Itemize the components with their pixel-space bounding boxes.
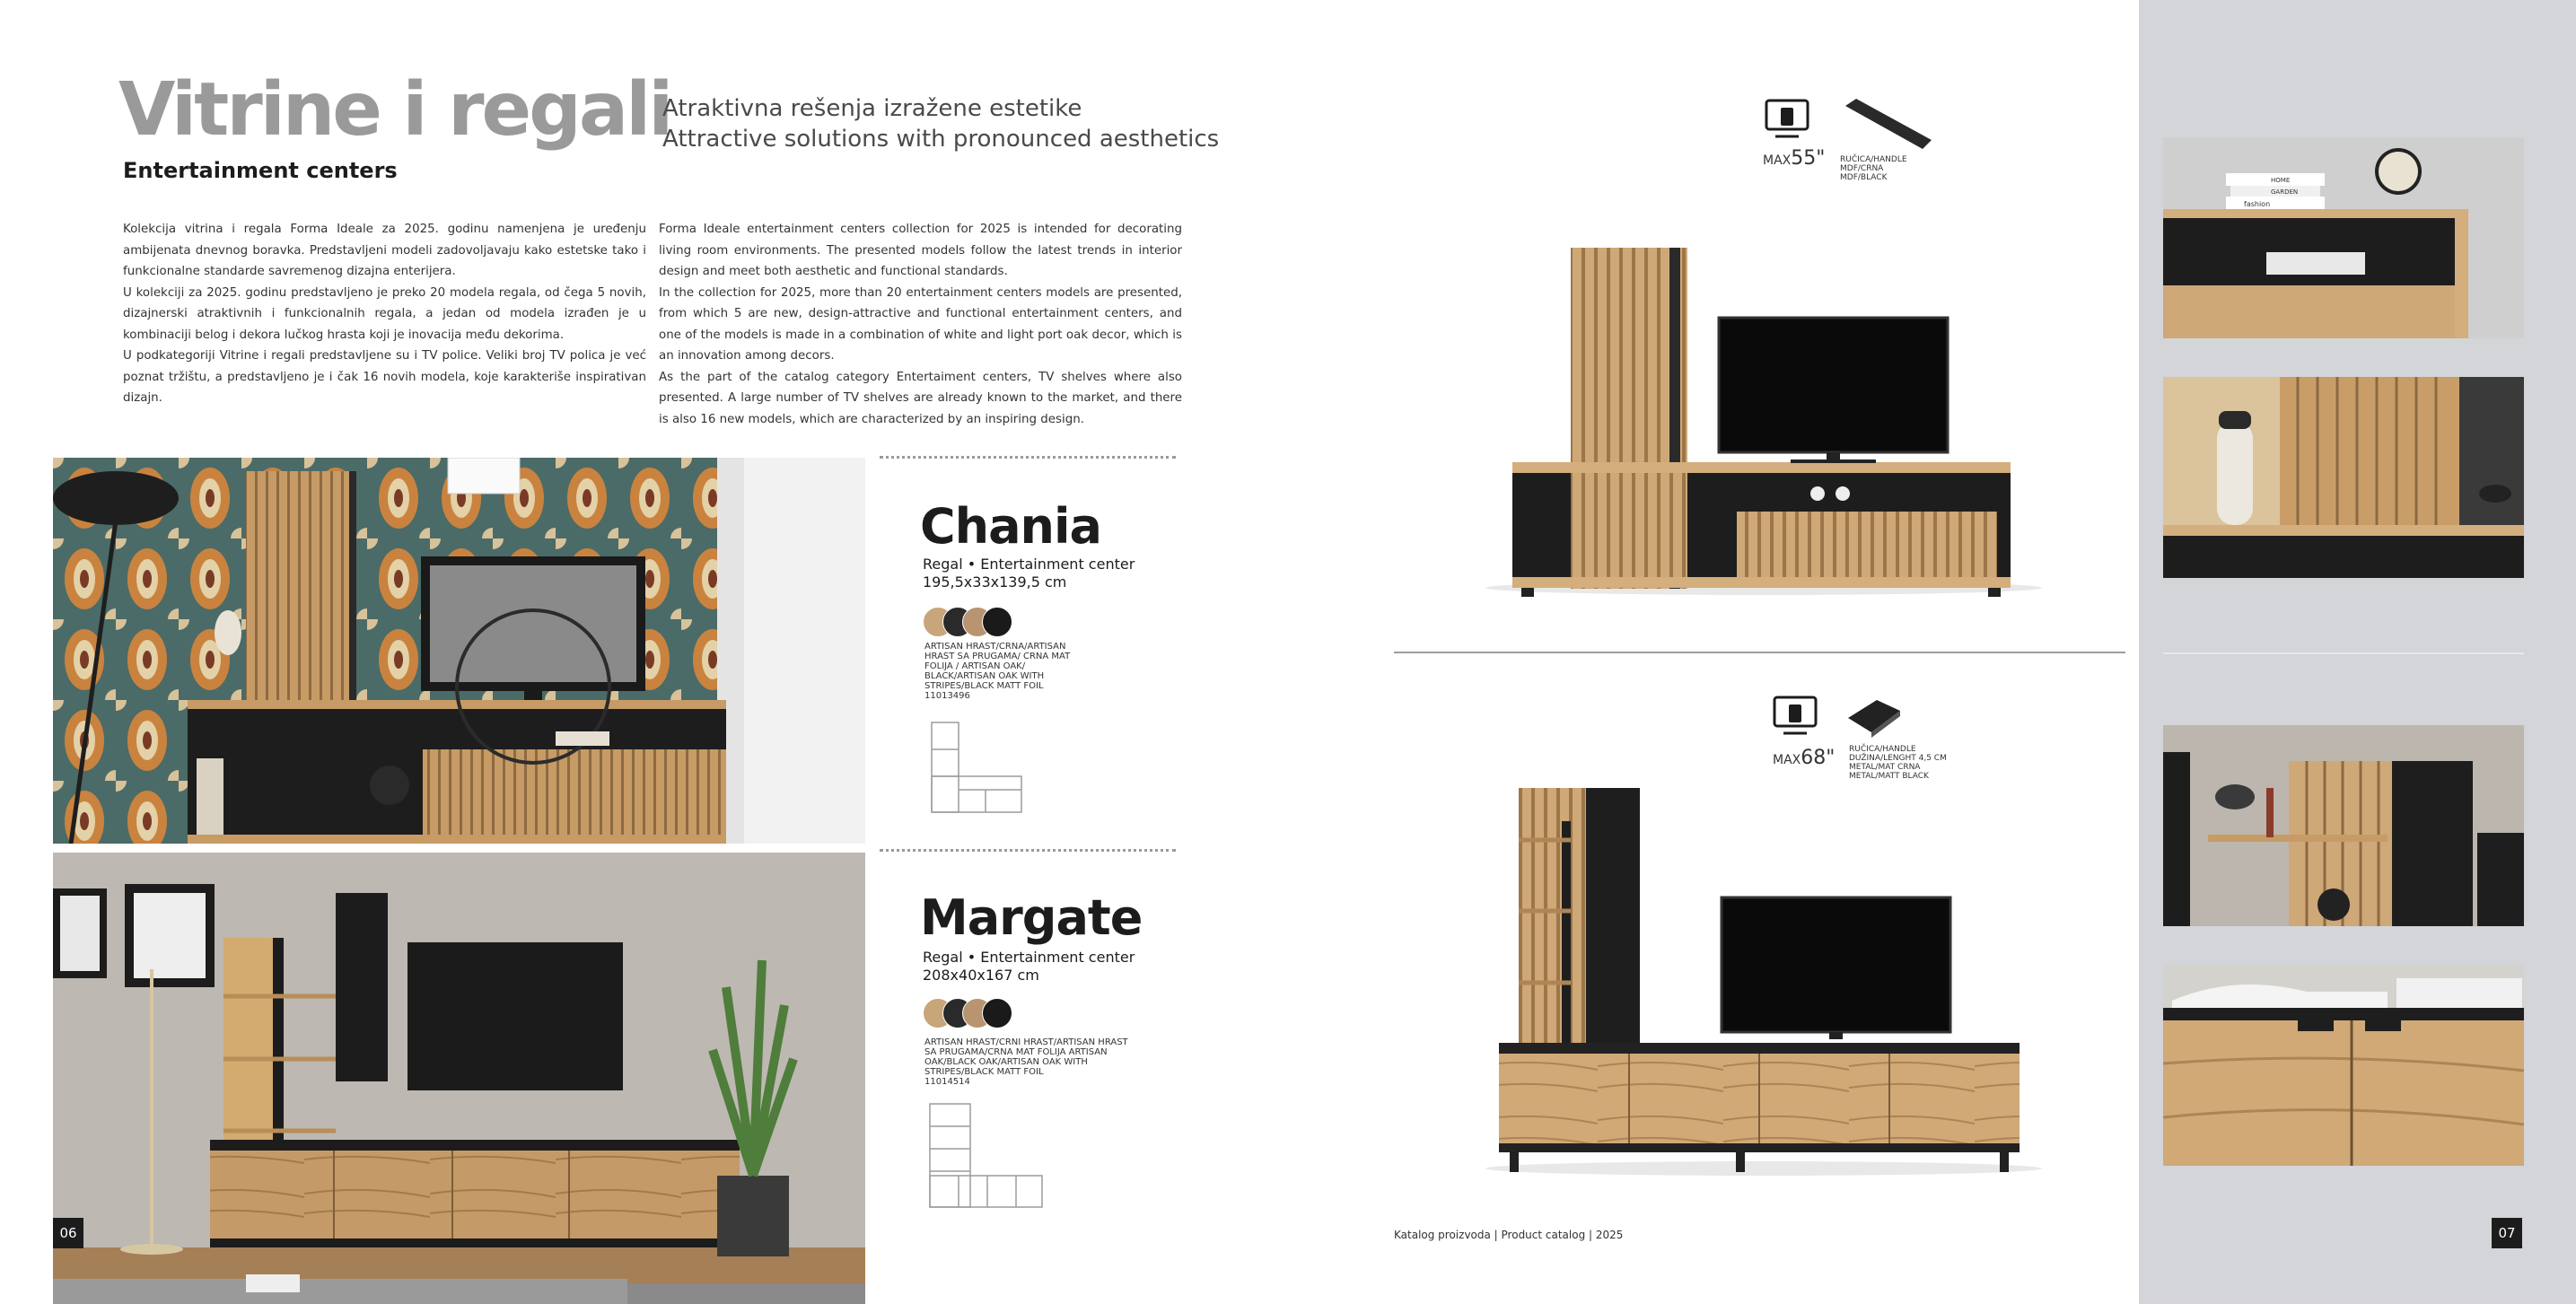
intro-sr-paragraph: U kolekciji za 2025. godinu predstavljeno je preko 20 modela regala, od čega 5 novih, dizajnerski atraktivnih i funkcionalnih regala, a jedan od modela izrađen je u kombinaciji belog i dekora lučkog hrasta koji je inovacija među dekorima. (123, 285, 646, 342)
chania-spec (923, 556, 1135, 591)
panel-divider (2163, 652, 2524, 654)
margate-dimensions: 208x40x167 cm (923, 967, 1039, 984)
margate-finish (924, 1037, 1131, 1087)
intro-sr-paragraph: Kolekcija vitrina i regala Forma Ideale za 2025. godinu namenjena je uređenju ambijenata dnevnog boravka. Predstavljeni modeli zadovoljavaju kako estetske tako i funkcionalne standarde savremenog dizajna enterijera. (123, 223, 646, 278)
tv-icon (1771, 694, 1819, 744)
tagline-sr: Atraktivna rešenja izražene estetike (662, 95, 1082, 122)
intro-en-paragraph: In the collection for 2025, more than 20 entertainment centers models are presented, from which 5 are new, design-attractive and functional entertainment centers, and one of the models is made in a combination of white and light port oak decor, which is an innovation among decors. (659, 285, 1182, 363)
tagline (662, 93, 1219, 154)
margate-handle-label: RUČICA/HANDLE DUŽINA/LENGHT 4,5 CM METAL/MAT CRNA METAL/MATT BLACK (1849, 745, 1947, 781)
intro-text-sr (123, 219, 646, 409)
margate-name: Margate (920, 889, 1143, 946)
chania-handle-label: RUČICA/HANDLE MDF/CRNA MDF/BLACK (1840, 155, 1907, 182)
margate-line-drawing (923, 1099, 1048, 1212)
divider-margate (880, 849, 1176, 852)
margate-spec (923, 949, 1135, 985)
catalog-footer: Katalog proizvoda | Product catalog | 2025 (1394, 1229, 1624, 1241)
margate-finish-text: ARTISAN HRAST/CRNI HRAST/ARTISAN HRAST SA PRUGAMA/CRNA MAT FOLIJA ARTISAN OAK/BLACK OAK/ARTISAN OAK WITH STRIPES/BLACK MATT FOIL (924, 1037, 1128, 1077)
chania-detail-photo-1 (2163, 137, 2524, 338)
chania-max-tv (1763, 147, 1825, 170)
tagline-en: Attractive solutions with pronounced aesthetics (662, 126, 1220, 153)
page-divider (1394, 652, 2125, 653)
page-subtitle: Entertainment centers (123, 158, 398, 183)
margate-code: 11014514 (924, 1077, 970, 1087)
max-label: MAX (1763, 153, 1792, 168)
handle-icon (1840, 93, 1939, 156)
chania-dimensions: 195,5x33x139,5 cm (923, 573, 1067, 591)
handle-icon (1844, 691, 1907, 745)
page-number-right: 07 (2492, 1218, 2522, 1248)
margate-type: Regal • Entertainment center (923, 949, 1135, 966)
chania-max-size: 55" (1791, 147, 1826, 170)
margate-max-tv (1773, 747, 1835, 769)
divider-chania (880, 456, 1176, 459)
book-label-3: fashion (2244, 200, 2271, 208)
swatch-black-matt (982, 607, 1012, 637)
book-label-2: GARDEN (2271, 188, 2299, 196)
chania-type: Regal • Entertainment center (923, 556, 1135, 573)
margate-detail-photo-1 (2163, 725, 2524, 926)
chania-finish-text: ARTISAN HRAST/CRNA/ARTISAN HRAST SA PRUGAMA/ CRNA MAT FOLIJA / ARTISAN OAK/ BLACK/ARTISAN OAK WITH STRIPES/BLACK MATT FOIL (924, 642, 1071, 691)
chania-product-image (1472, 224, 2055, 601)
chania-code: 11013496 (924, 691, 970, 701)
margate-room-photo (53, 853, 865, 1304)
intro-text-en (659, 219, 1182, 430)
chania-detail-photo-2 (2163, 377, 2524, 578)
margate-product-image (1472, 781, 2055, 1185)
intro-en-paragraph: Forma Ideale entertainment centers collection for 2025 is intended for decorating living room environments. The presented models follow the latest trends in interior design and meet both aesthetic and functional standards. (659, 223, 1182, 278)
page-number-left: 06 (53, 1218, 83, 1248)
margate-detail-photo-2 (2163, 965, 2524, 1166)
chania-finish (924, 642, 1091, 701)
intro-en-paragraph: As the part of the catalog category Entertaiment centers, TV shelves where also presented. A large number of TV shelves are already known to the market, and there is also 16 new models, which are characterized by an inspiring design. (659, 370, 1182, 426)
intro-sr-paragraph: U podkategoriji Vitrine i regali predstavljene su i TV police. Veliki broj TV polica je već poznat tržištu, a predstavljeno je i čak 16 novih modela, koje karakteriše inspirativan dizajn. (123, 349, 646, 405)
margate-max-size: 68" (1801, 747, 1836, 769)
chania-swatches (923, 607, 1002, 637)
max-label: MAX (1773, 753, 1801, 767)
page-title: Vitrine i regali (118, 67, 671, 153)
margate-swatches (923, 998, 1002, 1028)
chania-name: Chania (920, 498, 1101, 555)
chania-room-photo (53, 458, 865, 844)
book-label-1: HOME (2271, 177, 2291, 184)
swatch-black-matt (982, 998, 1012, 1028)
tv-icon (1763, 97, 1811, 147)
chania-line-drawing (923, 718, 1030, 817)
